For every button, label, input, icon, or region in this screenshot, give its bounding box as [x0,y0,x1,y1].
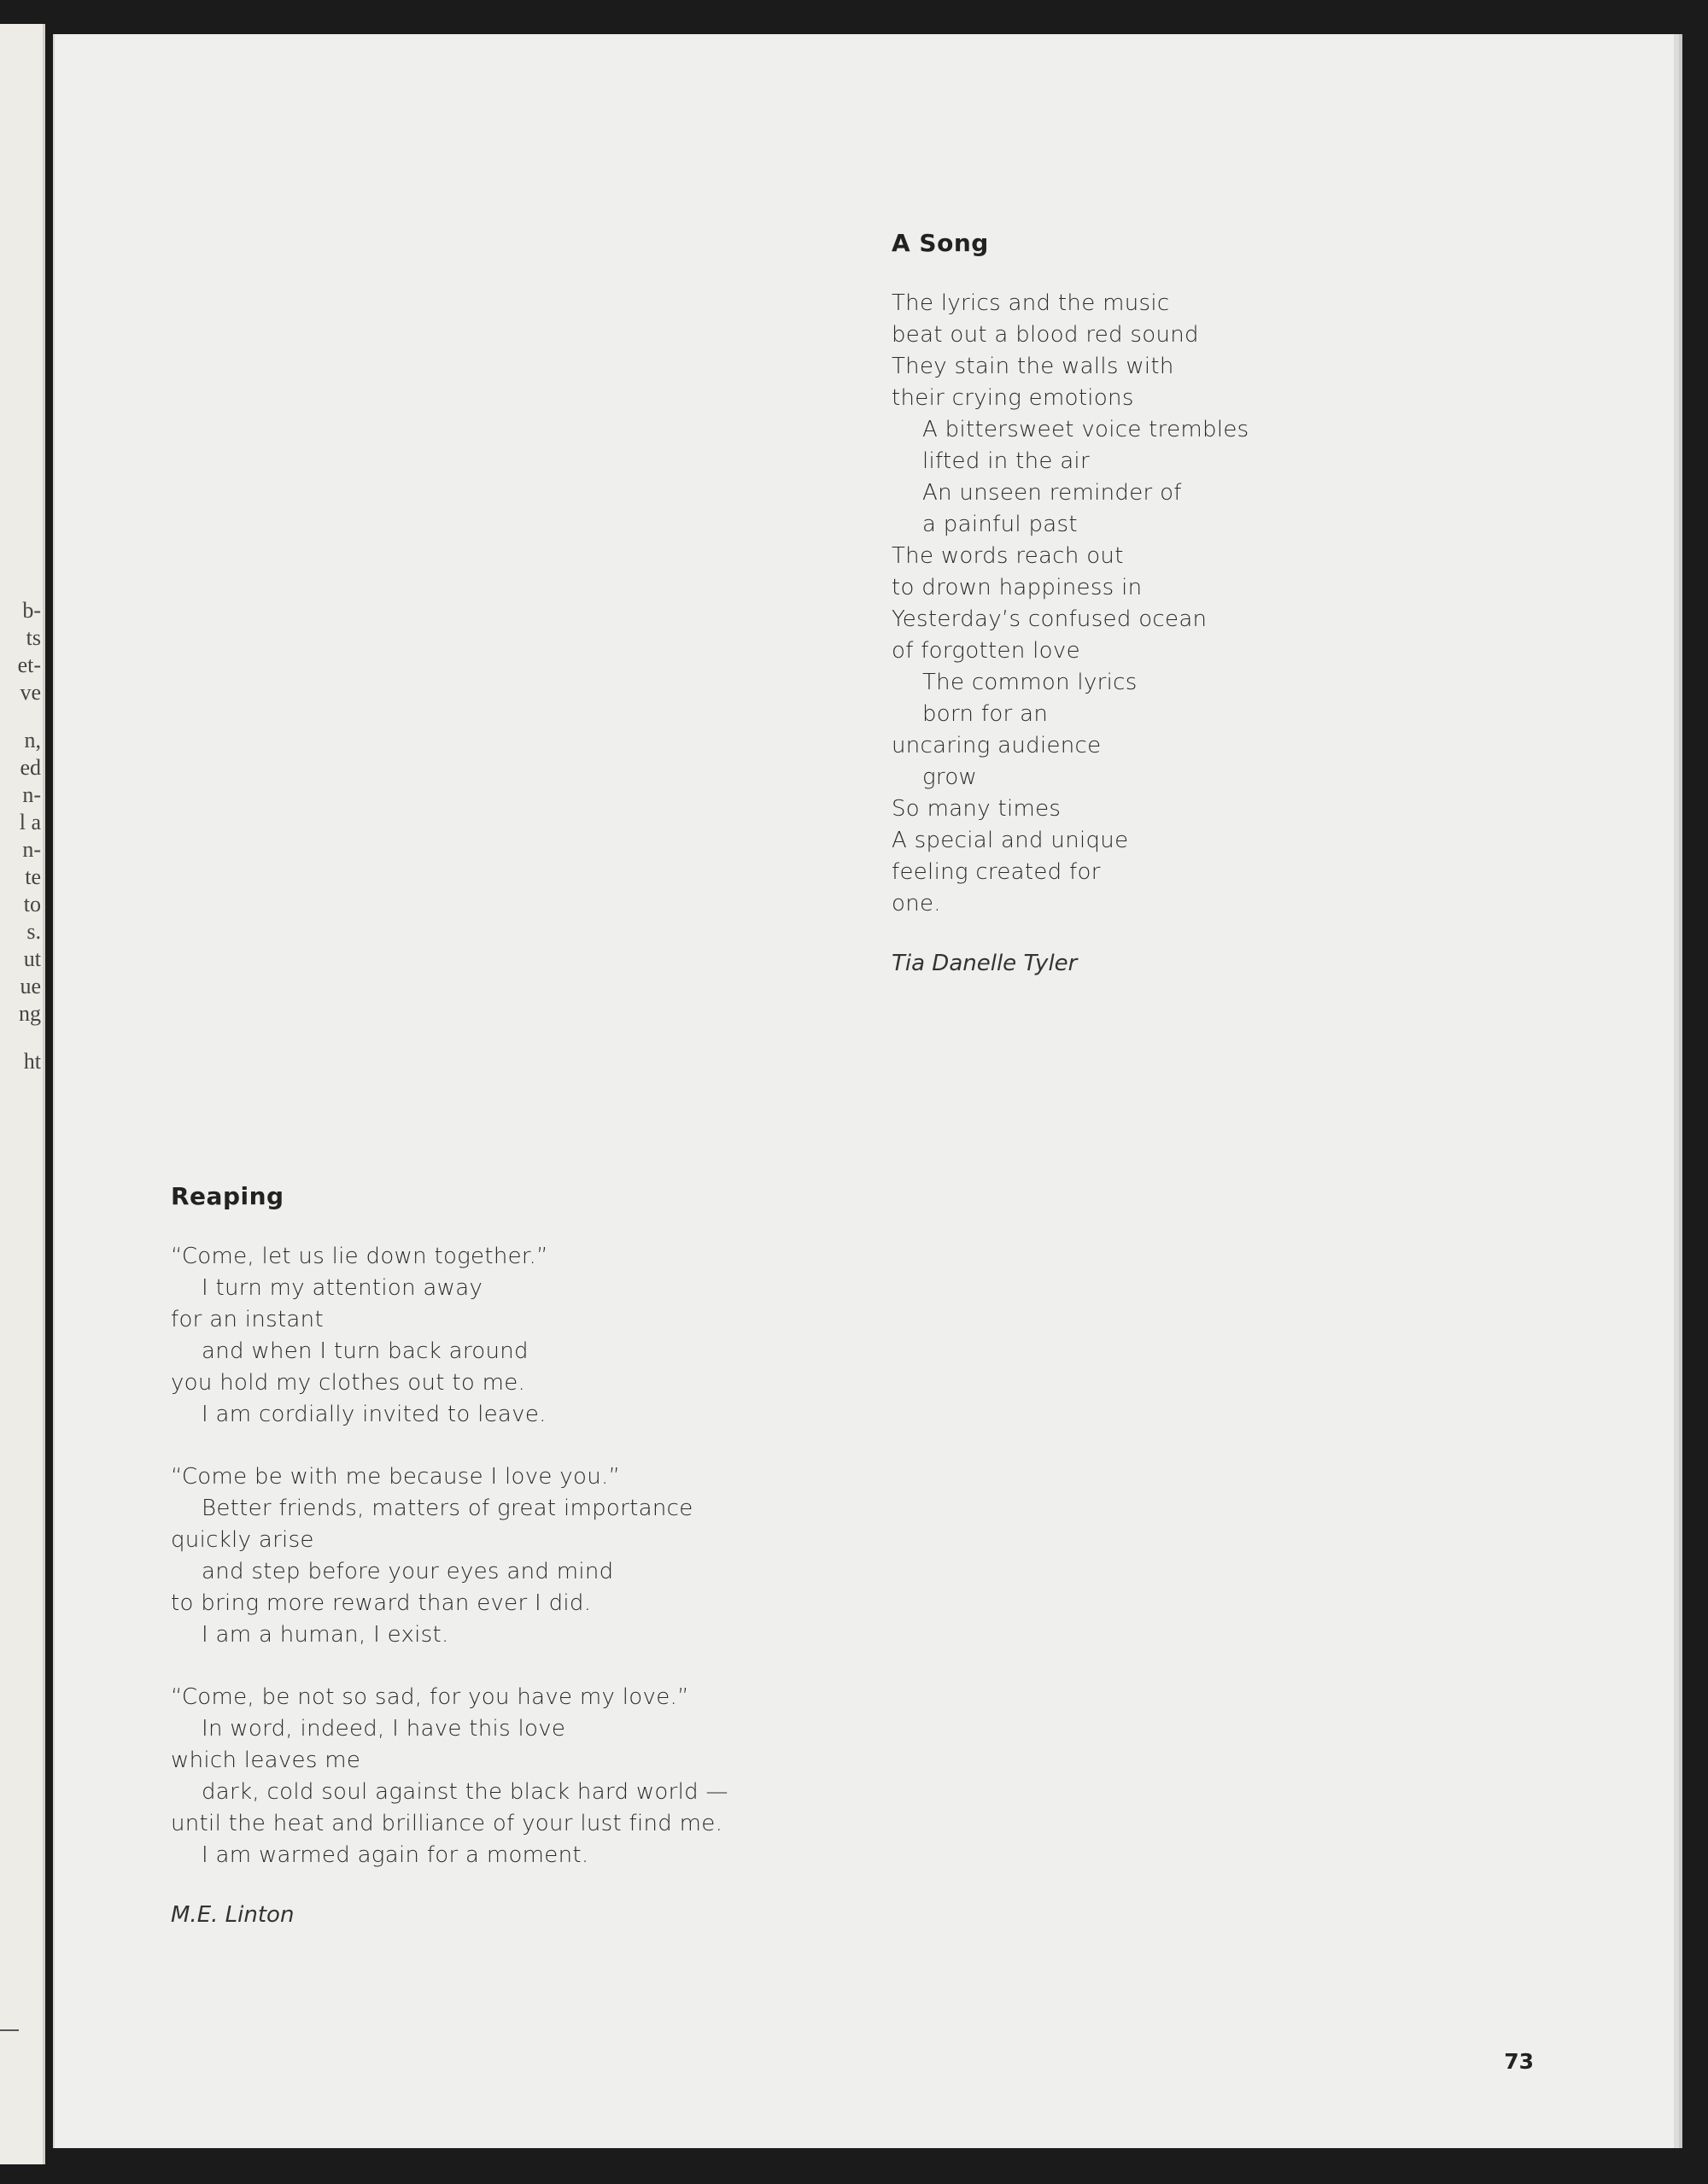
poem-line: you hold my clothes out to me. [171,1370,526,1396]
poem-line: which leaves me [171,1748,361,1773]
previous-page-fragment: te [25,864,41,889]
poem-line: and step before your eyes and mind [202,1559,614,1584]
previous-page-fragment: ts [26,625,41,650]
poem-line: The words reach out [892,543,1124,569]
previous-page-fragment: to [23,892,41,916]
poem-line: their crying emotions [892,385,1134,411]
poem-line: I am cordially invited to leave. [202,1402,547,1427]
poem-line: “Come be with me because I love you.” [171,1464,621,1490]
poem-line: “Come, let us lie down together.” [171,1244,548,1269]
poem-line: until the heat and brilliance of your lust find me. [171,1811,723,1836]
poem-a-song [892,229,1249,976]
poem-line: grow [922,764,978,790]
poem-line: They stain the walls with [892,354,1174,379]
previous-page-fragment: ed [20,755,41,780]
previous-page-fragment: n- [22,837,41,862]
poem-line: one. [892,891,941,916]
previous-page-fragment: s. [26,919,41,944]
poem-title: A Song [892,229,989,257]
poem-line: I turn my attention away [202,1275,483,1301]
previous-page-fragment: ng [19,1001,41,1026]
stanza [171,1461,728,1651]
previous-page-fragment: n- [22,782,41,807]
poem-line: I am a human, I exist. [202,1622,449,1648]
poem-line: for an instant [171,1307,324,1332]
poem-line: The common lyrics [922,670,1138,695]
poem-line: born for an [922,701,1049,727]
previous-page-fragment: et- [17,653,41,677]
poem-line: I am warmed again for a moment. [202,1842,589,1868]
poem-line: The lyrics and the music [892,290,1170,316]
poem-author: Tia Danelle Tyler [892,951,1078,976]
poem-line: beat out a blood red sound [892,322,1199,348]
poem-line: feeling created for [892,859,1101,885]
stanza [892,288,1249,920]
previous-page-fragment: ue [20,974,41,998]
previous-page-fragment: n, [24,728,41,752]
poem-line: A special and unique [892,828,1129,853]
poem-line: uncaring audience [892,733,1102,758]
poem-line: So many times [892,796,1062,822]
stanza [171,1682,728,1871]
poem-line: A bittersweet voice trembles [922,417,1249,442]
poem-line: and when I turn back around [202,1338,529,1364]
previous-page-edge [0,24,45,2164]
previous-page-rule [0,2029,19,2031]
poem-line: In word, indeed, I have this love [202,1716,566,1742]
poem-line: Yesterday’s confused ocean [892,606,1208,632]
poem-line: lifted in the air [922,448,1090,474]
poem-author: M.E. Linton [171,1902,295,1928]
document-page [53,34,1674,2148]
poem-reaping [171,1182,728,1928]
previous-page-fragment: ve [20,680,41,705]
previous-page-fragment: ut [23,946,41,971]
poem-title: Reaping [171,1182,284,1210]
poem-line: dark, cold soul against the black hard world — [202,1779,728,1805]
previous-page-fragment: l a [19,810,41,834]
poem-line: to bring more reward than ever I did. [171,1590,592,1616]
previous-page-fragment: b- [22,598,41,623]
poem-line: quickly arise [171,1527,314,1553]
poem-line: of forgotten love [892,638,1080,664]
poem-line: “Come, be not so sad, for you have my love.” [171,1684,689,1710]
previous-page-fragment: ht [23,1049,41,1074]
page-number: 73 [1504,2049,1534,2074]
poem-line: to drown happiness in [892,575,1143,600]
poem-body [171,1241,728,1871]
poem-body [892,288,1249,920]
poem-line: a painful past [922,512,1078,537]
stanza [171,1241,728,1431]
poem-line: Better friends, matters of great importance [202,1496,693,1521]
poem-line: An unseen reminder of [922,480,1182,506]
